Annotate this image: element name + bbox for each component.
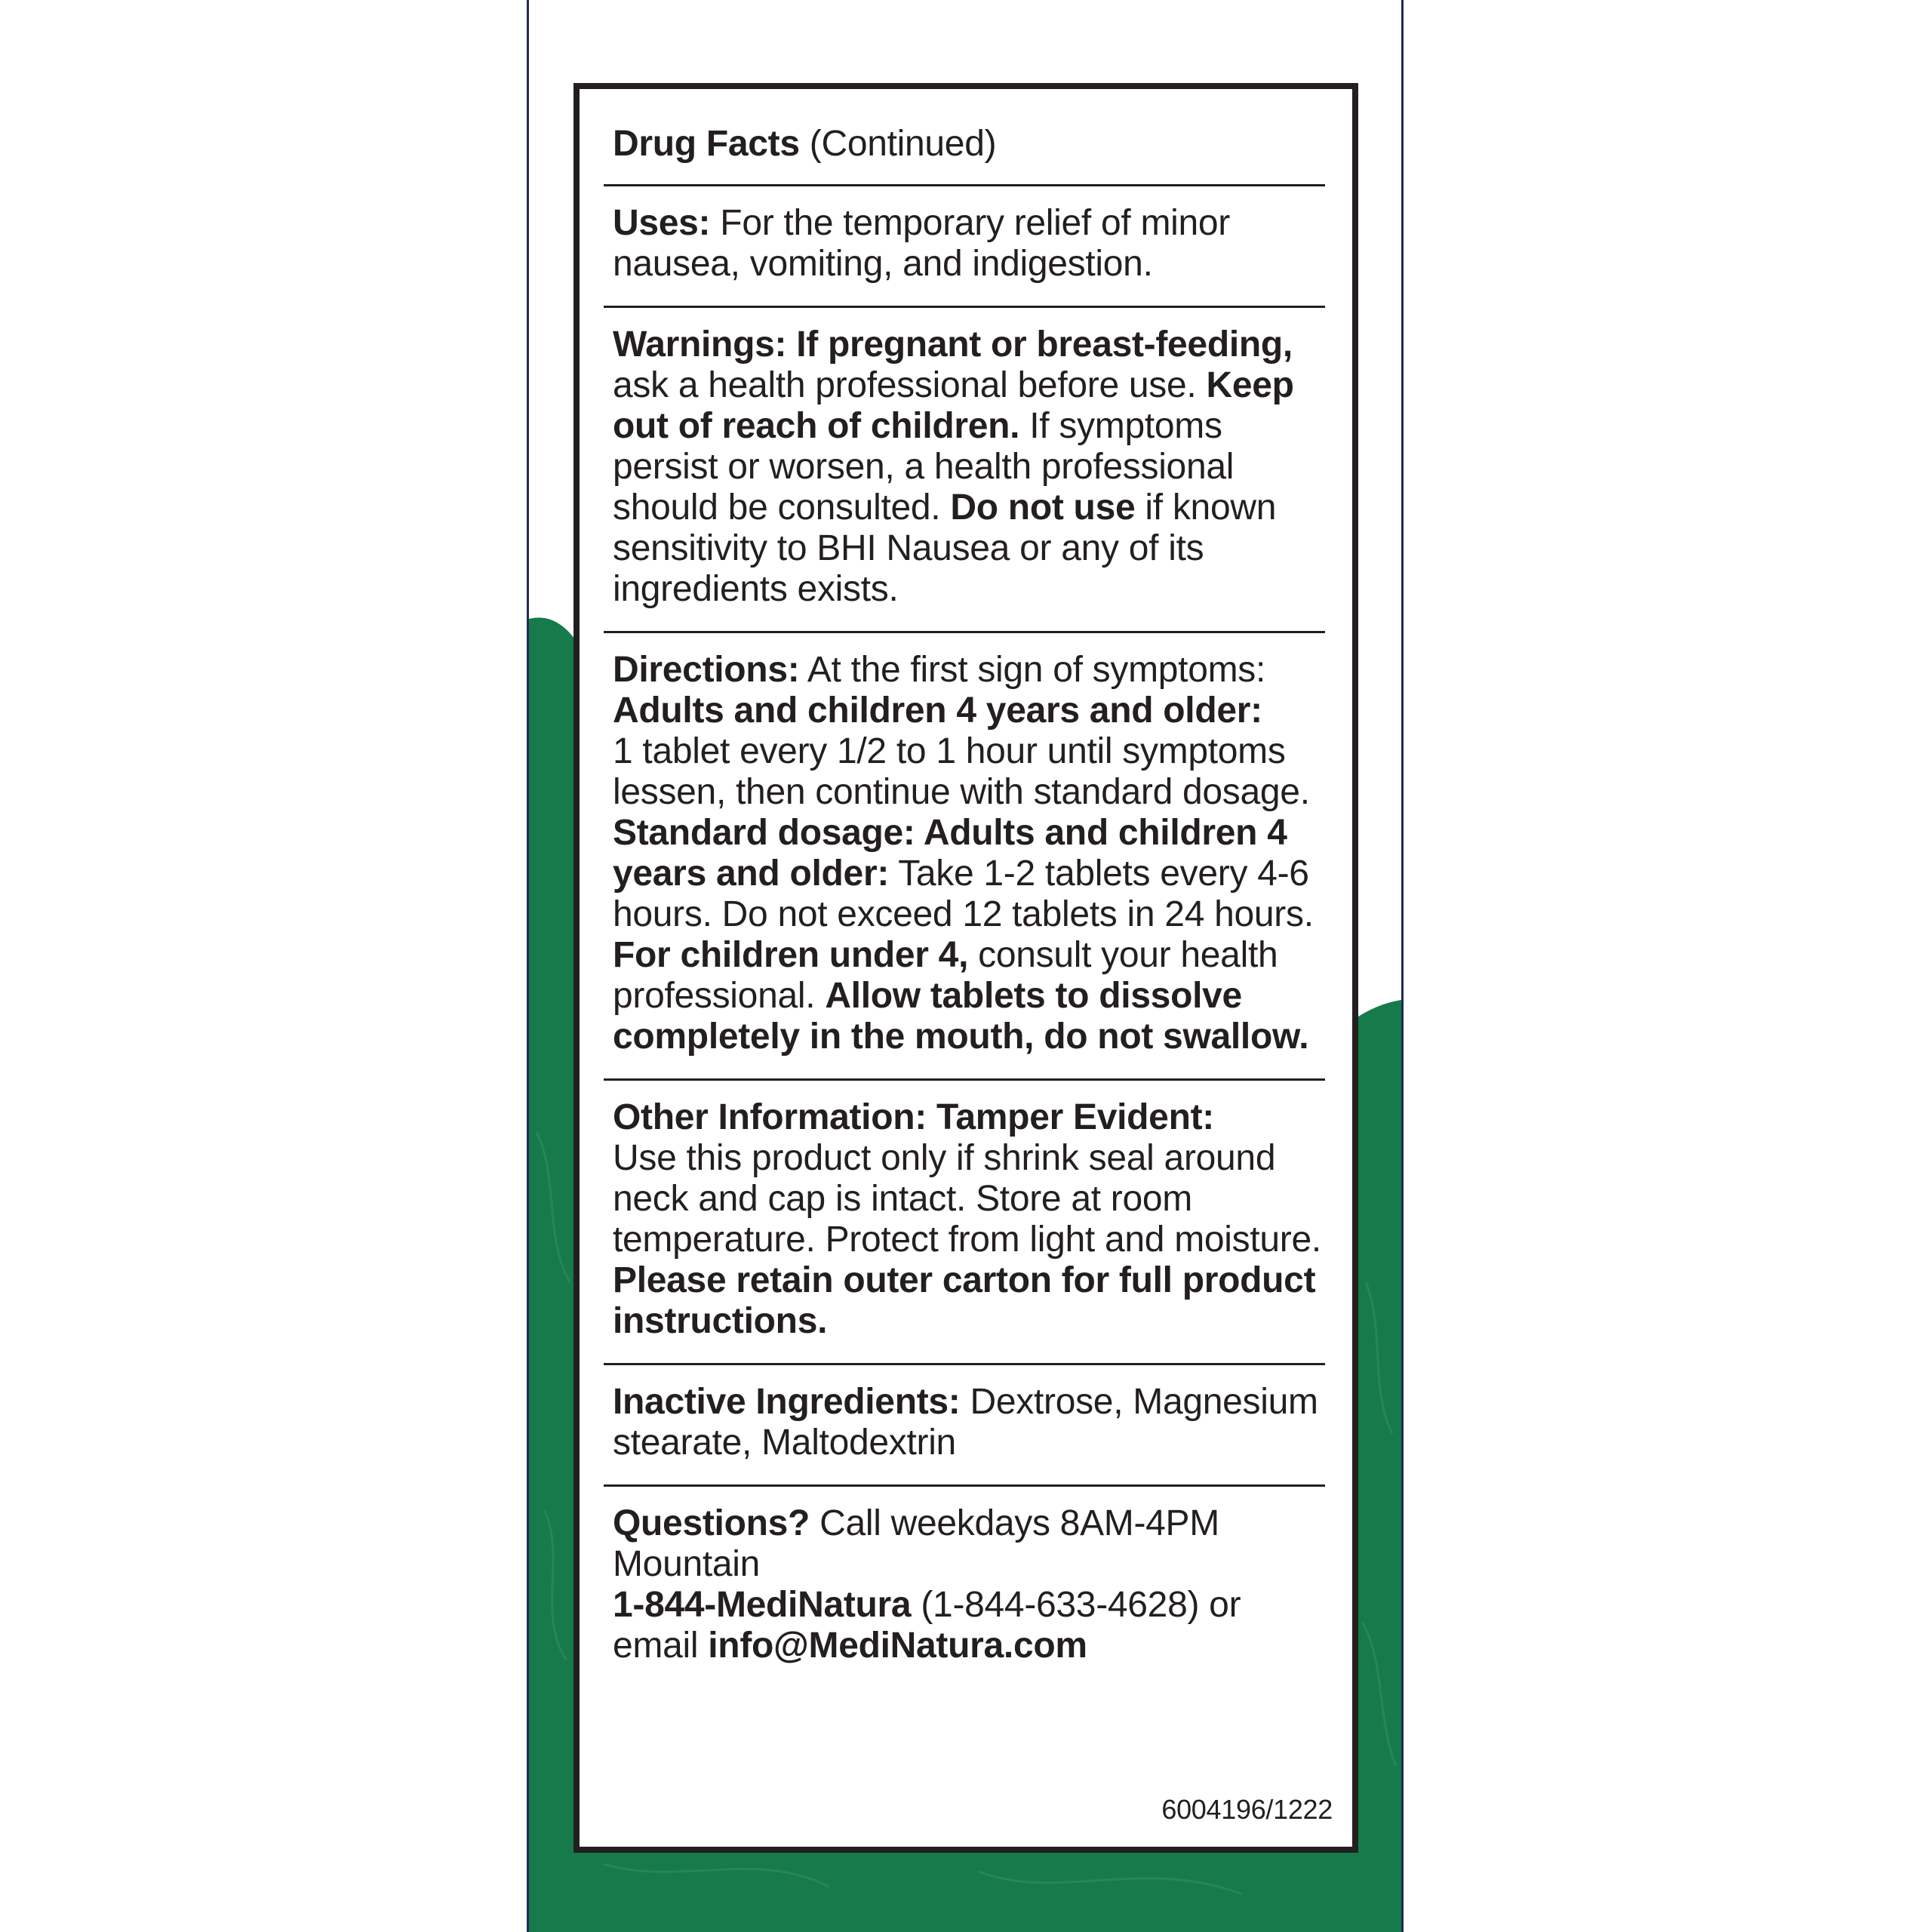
warnings-sensitivity: if known sensitivity to BHI Nausea or any of its ingredients exists.	[613, 488, 1277, 609]
uses-section	[604, 186, 1325, 306]
questions-hours: Call weekdays 8AM-4PM Mountain	[613, 1503, 1219, 1584]
other-information-section	[604, 1081, 1325, 1363]
questions-phone-numeric: (1-844-633-4628) or	[921, 1585, 1241, 1625]
other-information-retain: Please retain outer carton for full product instructions.	[613, 1260, 1316, 1341]
warnings-do-not-use: Do not use	[950, 488, 1136, 528]
uses-label: Uses:	[613, 203, 711, 243]
warnings-pregnant: If pregnant or breast-feeding,	[796, 325, 1293, 365]
directions-standard-heading: Standard dosage: Adults and children 4 years and older:	[613, 813, 1287, 894]
warnings-section	[604, 308, 1325, 631]
inactive-ingredients-section	[604, 1365, 1325, 1484]
questions-label: Questions?	[613, 1503, 810, 1543]
warnings-persist: If symptoms persist or worsen, a health professional should be consulted.	[613, 406, 1235, 528]
directions-first-sign-dosage: 1 tablet every 1/2 to 1 hour until symptoms lessen, then continue with standard dosage.	[613, 731, 1310, 812]
inactive-ingredients-text: Dextrose, Magnesium stearate, Maltodextrin	[613, 1382, 1318, 1463]
questions-email-prefix: email	[613, 1626, 699, 1666]
directions-under-4: For children under 4,	[613, 935, 969, 975]
questions-email: info@MediNatura.com	[708, 1626, 1087, 1666]
lot-code: 6004196/1222	[1161, 1794, 1333, 1825]
drug-facts-title	[604, 124, 1325, 184]
directions-label: Directions:	[613, 650, 800, 690]
other-information-label: Other Information: Tamper Evident:	[613, 1097, 1214, 1137]
uses-text: For the temporary relief of minor nausea, vomiting, and indigestion.	[613, 203, 1230, 284]
other-information-text: Use this product only if shrink seal around neck and cap is intact. Store at room temperature. Protect from light and moisture.	[613, 1138, 1321, 1260]
directions-standard-dosage: Take 1-2 tablets every 4-6 hours. Do not exceed 12 tablets in 24 hours.	[613, 854, 1314, 934]
inactive-ingredients-label: Inactive Ingredients:	[613, 1382, 961, 1422]
directions-section	[604, 633, 1325, 1078]
directions-adults-heading: Adults and children 4 years and older:	[613, 691, 1262, 731]
directions-intro: At the first sign of symptoms:	[807, 650, 1266, 690]
warnings-keep-out: Keep out of reach of children.	[613, 365, 1294, 446]
warnings-ask: ask a health professional before use.	[613, 365, 1197, 405]
drug-facts-panel	[573, 83, 1358, 1853]
directions-under-4-rest: consult your health professional.	[613, 935, 1278, 1016]
questions-phone: 1-844-MediNatura	[613, 1585, 912, 1625]
questions-section	[604, 1487, 1325, 1687]
warnings-label: Warnings:	[613, 325, 787, 365]
drug-facts-heading: Drug Facts	[613, 124, 800, 164]
drug-facts-continued: (Continued)	[809, 124, 997, 164]
directions-dissolve: Allow tablets to dissolve completely in the mouth, do not swallow.	[613, 976, 1309, 1057]
